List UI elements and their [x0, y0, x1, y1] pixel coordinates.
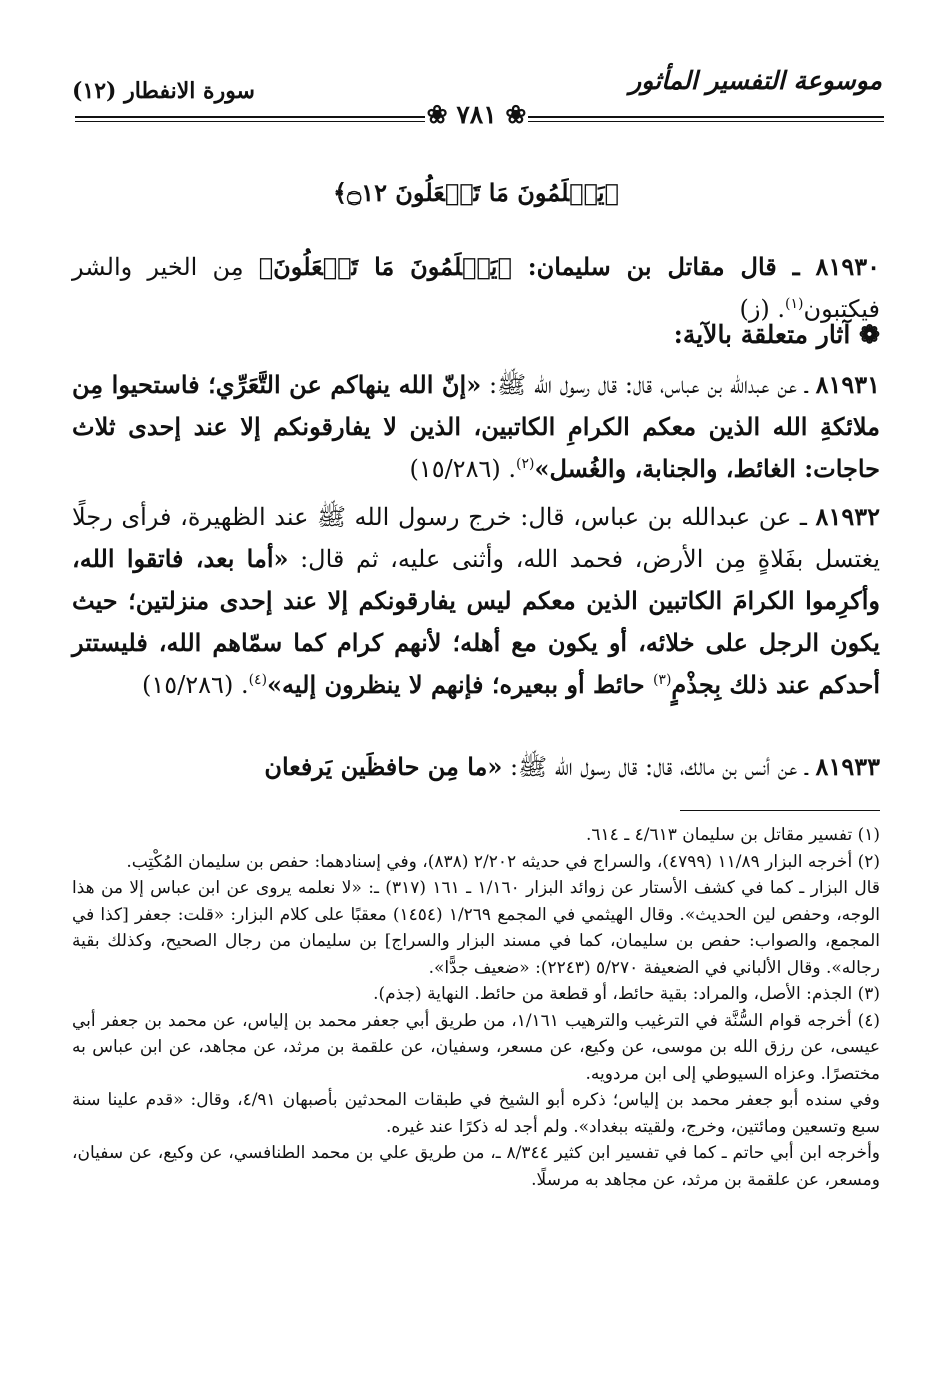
- entry-81932: [72, 496, 880, 706]
- entry-intro: ـ عن أنس بن مالك، قال: قال رسول الله ﷺ:: [502, 753, 816, 781]
- footnote-2-cont: قال البزار ـ كما في كشف الأستار عن زوائد البزار ١/١٦٠ ـ ١٦١ (٣١٧) ـ: «لا نعلمه يروى عن ابن عباس إلا من هذا الوجه، وحفص لين الحديث». وقال الهيثمي في المجمع ١/٢٦٩ (١٤٥٤) معقبًا على كلام البزار: «قلت: جعفر [كذا في المجمع، والصواب: حفص بن سليمان، كما في مسند البزار والسراج] بن سليمان من رجال الصحيح، وكذلك بقية رجاله». وقال الألباني في الضعيفة ٥/٢٧٠ (٢٢٤٣): «ضعيف جدًّا».: [72, 878, 880, 978]
- entry-number: ٨١٩٣٣: [815, 752, 880, 781]
- hadith-text: «إنّ الله ينهاكم عن التَّعَرِّي؛ فاستحيوا مِن ملائكةِ الله الذين معكم الكرامِ الكاتبين، الذين لا يفارقونكم إلا عند إحدى ثلاث حاجات: الغائط، والجنابة، والغُسل»: [72, 370, 880, 483]
- footnote-4: (٤) أخرجه قوام السُّنَّة في الترغيب والترهيب ١/١٦١، من طريق أبي جعفر محمد بن إلياس، عن محمد بن جعفر أبي عيسى، عن رزق الله بن موسى، عن وكيع، عن مسعر، وسفيان، عن علقمة بن مرثد، عن مجاهد، عن ابن عباس به مختصرًا. وعزاه السيوطي إلى ابن مردويه.: [72, 1010, 880, 1084]
- surah-label: سورة الانفطار (١٢): [71, 78, 255, 104]
- entry-tail: . (١٥/٢٨٦): [142, 671, 249, 699]
- entry-text: مِن الخير والشر فيكتبون: [72, 253, 880, 323]
- header-rule-right: [528, 116, 884, 122]
- footnote-ref: (٣): [652, 672, 672, 688]
- book-title: موسوعة التفسير المأثور: [629, 66, 882, 95]
- ornament-icon: ❀: [426, 100, 448, 129]
- entry-tail: . (١٥/٢٨٦): [409, 455, 516, 483]
- footnotes: [72, 822, 880, 1193]
- page-number-group: [425, 100, 528, 129]
- footnote-1: (١) تفسير مقاتل بن سليمان ٤/٦١٣ ـ ٦١٤.: [586, 825, 880, 845]
- entry-81933: [72, 746, 880, 788]
- footnote-ref: (٤): [248, 672, 268, 688]
- footnote-separator: [680, 810, 880, 811]
- footnote-3: (٣) الجذم: الأصل، والمراد: بقية حائط، أو قطعة من حائط. النهاية (جذم).: [373, 984, 880, 1004]
- verse-banner: ﴿يَعۡلَمُونَ مَا تَفۡعَلُونَ ۝١٢﴾: [333, 178, 619, 207]
- entry-intro: ـ عن عبدالله بن عباس، قال: خرج رسول الله ﷺ عند الظهيرة، فرأى رجلًا يغتسل بفَلاةٍ مِن الأرض، فحمد الله، وأثنى عليه، ثم قال:: [72, 503, 880, 573]
- entry-81931: [72, 364, 880, 490]
- entry-intro: ـ عن عبدالله بن عباس، قال: قال رسول الله ﷺ:: [481, 371, 816, 399]
- quran-quote: ﴿يَعۡلَمُونَ مَا تَفۡعَلُونَ﴾: [258, 252, 512, 281]
- footnote-ref: (٢): [515, 456, 535, 472]
- footnote-2: (٢) أخرجه البزار ١١/٨٩ (٤٧٩٩)، والسراج في حديثه ٢/٢٠٢ (٨٣٨)، وفي إسنادهما: حفص بن سليمان المُكْتِب.: [126, 851, 880, 872]
- footnote-ref: (١): [785, 296, 804, 312]
- hadith-text: «أما بعد، فاتقوا الله، وأكرِموا الكرامَ الكاتبين الذين معكم ليس يفارقونكم إلا عند إحدى منزلتين؛ حيث يكون الرجل على خلائه، أو يكون مع أهله؛ لأنهم كرام كما سمّاهم الله، فليستتر أحدكم عند ذلك بِجذْمٍ: [72, 544, 880, 699]
- section-title: ❁ آثار متعلقة بالآية:: [673, 320, 880, 349]
- ornament-icon: ❀: [505, 100, 527, 129]
- entry-number: ٨١٩٣١: [815, 370, 881, 399]
- header-rule-left: [75, 116, 425, 122]
- hadith-text: «ما مِن حافظَين يَرفعان: [264, 752, 503, 781]
- entry-tail: . (ز): [739, 295, 786, 323]
- hadith-text-cont: حائط أو ببعيره؛ فإنهم لا ينظرون إليه»: [267, 670, 653, 699]
- footnote-4-cont: وفي سنده أبو جعفر محمد بن إلياس؛ ذكره أبو الشيخ في طبقات المحدثين بأصبهان ٤/٩١، وقال: «قدم علينا سنة سبع وتسعين ومائتين، وخرج، ولقيته ببغداد». ولم أجد له ذكرًا عند غيره.: [72, 1090, 880, 1137]
- entry-number: ٨١٩٣٠: [815, 252, 880, 281]
- entry-number: ٨١٩٣٢: [815, 502, 880, 531]
- entry-intro: ـ قال مقاتل بن سليمان:: [511, 252, 816, 281]
- entry-81930: [72, 246, 880, 330]
- page-number: ٧٨١: [456, 100, 497, 129]
- footnote-4-cont2: وأخرجه ابن أبي حاتم ـ كما في تفسير ابن كثير ٨/٣٤٤ ـ، من طريق علي بن محمد الطنافسي، عن وكيع، عن سفيان، ومسعر، عن علقمة بن مرثد، عن مجاهد به مرسلًا.: [72, 1143, 881, 1190]
